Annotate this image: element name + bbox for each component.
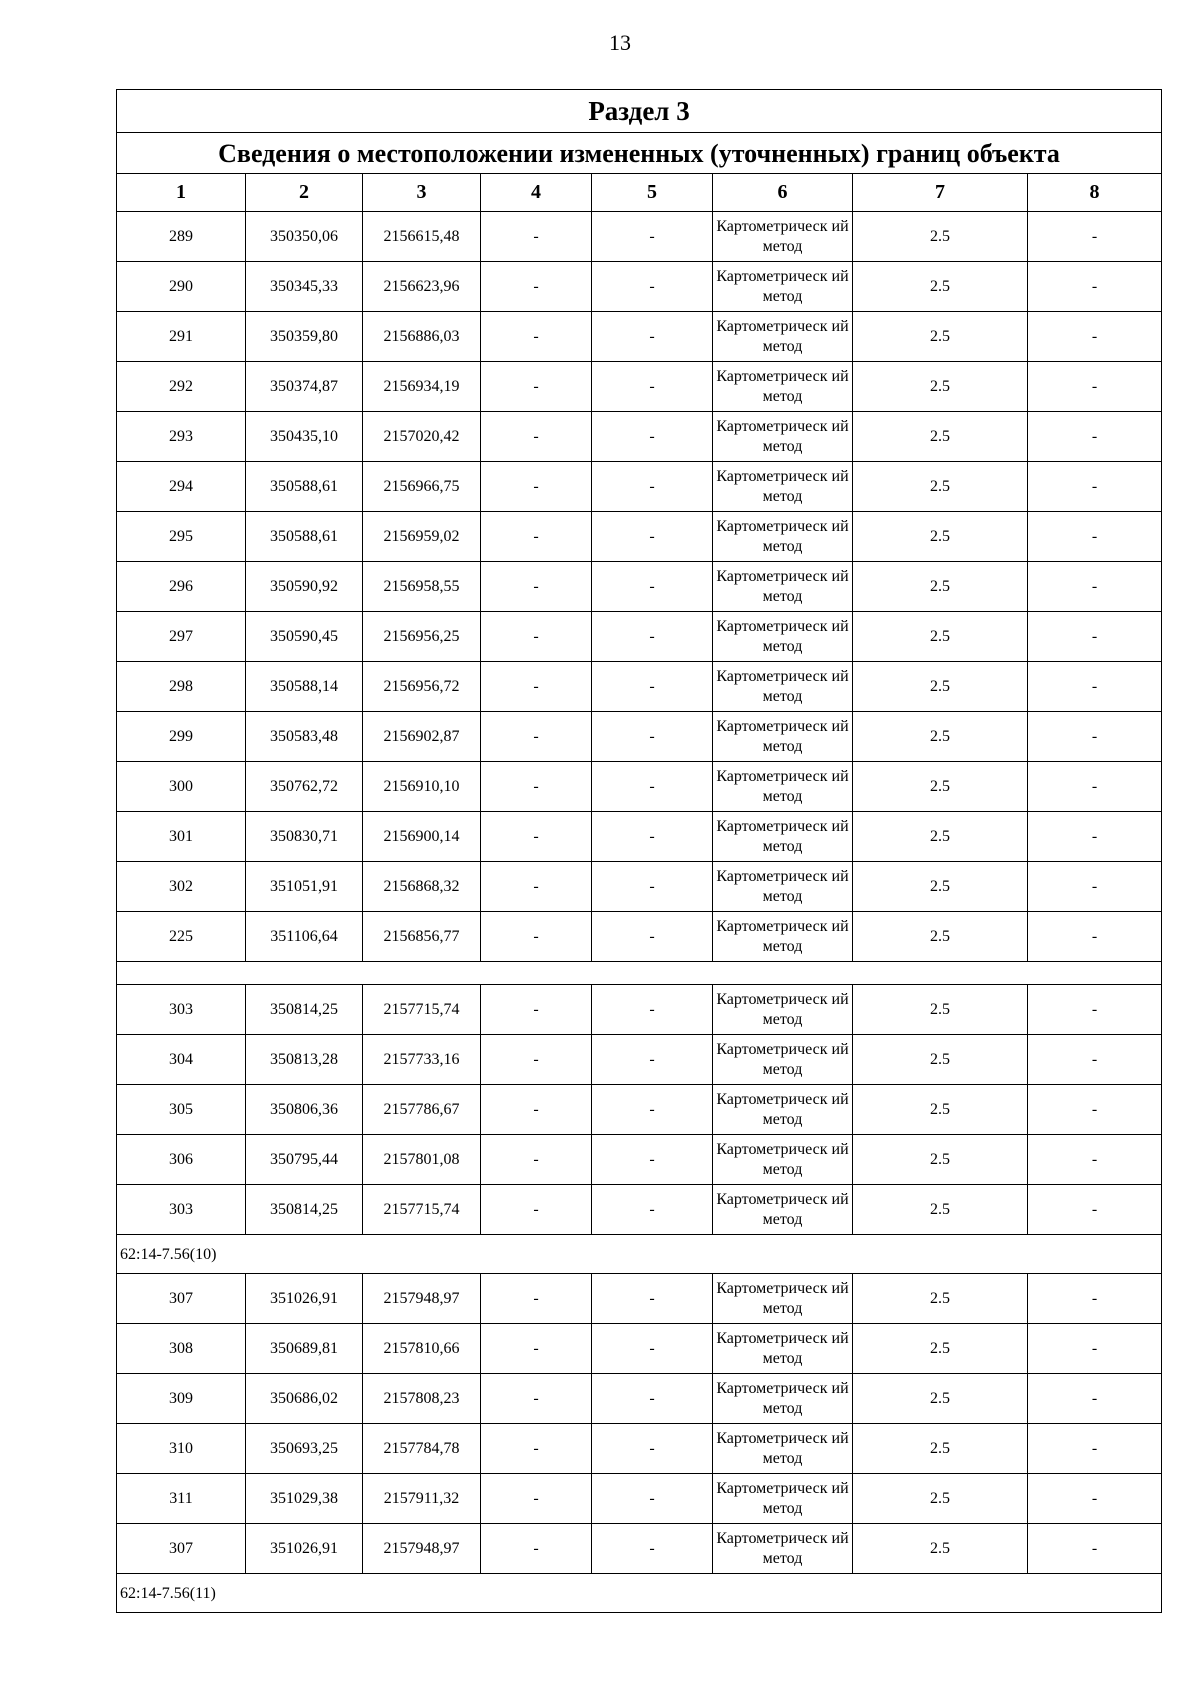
column-number: 5 — [592, 174, 713, 212]
accuracy-cell: 2.5 — [853, 1324, 1028, 1374]
column-8-cell: - — [1028, 1324, 1162, 1374]
accuracy-cell: 2.5 — [853, 562, 1028, 612]
x-coordinate-cell: 351106,64 — [246, 912, 363, 962]
accuracy-cell: 2.5 — [853, 412, 1028, 462]
column-5-cell: - — [592, 1274, 713, 1324]
column-5-cell: - — [592, 912, 713, 962]
table-row — [117, 1085, 1162, 1135]
y-coordinate-cell: 2157948,97 — [363, 1274, 481, 1324]
column-8-cell: - — [1028, 1135, 1162, 1185]
column-4-cell: - — [481, 1524, 592, 1574]
contour-code: 62:14-7.56(11) — [117, 1574, 1162, 1613]
column-number: 6 — [713, 174, 853, 212]
point-number-cell: 300 — [117, 762, 246, 812]
column-5-cell: - — [592, 512, 713, 562]
method-cell: Картометрическ ий метод — [713, 1524, 853, 1574]
table-row — [117, 912, 1162, 962]
point-number-cell: 303 — [117, 1185, 246, 1235]
column-5-cell: - — [592, 812, 713, 862]
point-number-cell: 302 — [117, 862, 246, 912]
method-cell: Картометрическ ий метод — [713, 812, 853, 862]
column-8-cell: - — [1028, 462, 1162, 512]
column-4-cell: - — [481, 762, 592, 812]
table-row — [117, 362, 1162, 412]
column-8-cell: - — [1028, 312, 1162, 362]
column-8-cell: - — [1028, 212, 1162, 262]
accuracy-cell: 2.5 — [853, 912, 1028, 962]
column-8-cell: - — [1028, 1085, 1162, 1135]
table-row — [117, 412, 1162, 462]
column-4-cell: - — [481, 312, 592, 362]
column-8-cell: - — [1028, 1035, 1162, 1085]
y-coordinate-cell: 2157948,97 — [363, 1524, 481, 1574]
point-number-cell: 297 — [117, 612, 246, 662]
accuracy-cell: 2.5 — [853, 1374, 1028, 1424]
point-number-cell: 309 — [117, 1374, 246, 1424]
method-cell: Картометрическ ий метод — [713, 212, 853, 262]
method-cell: Картометрическ ий метод — [713, 1135, 853, 1185]
column-number: 2 — [246, 174, 363, 212]
x-coordinate-cell: 350374,87 — [246, 362, 363, 412]
column-8-cell: - — [1028, 812, 1162, 862]
column-4-cell: - — [481, 1474, 592, 1524]
x-coordinate-cell: 350588,61 — [246, 462, 363, 512]
method-cell: Картометрическ ий метод — [713, 462, 853, 512]
y-coordinate-cell: 2157715,74 — [363, 985, 481, 1035]
column-4-cell: - — [481, 412, 592, 462]
point-number-cell: 298 — [117, 662, 246, 712]
column-5-cell: - — [592, 212, 713, 262]
table-row — [117, 985, 1162, 1035]
table-row — [117, 1324, 1162, 1374]
x-coordinate-cell: 351029,38 — [246, 1474, 363, 1524]
column-5-cell: - — [592, 362, 713, 412]
table-row — [117, 1274, 1162, 1324]
table-row — [117, 612, 1162, 662]
column-5-cell: - — [592, 1185, 713, 1235]
method-cell: Картометрическ ий метод — [713, 1474, 853, 1524]
table-row — [117, 262, 1162, 312]
point-number-cell: 306 — [117, 1135, 246, 1185]
column-4-cell: - — [481, 1085, 592, 1135]
y-coordinate-cell: 2156623,96 — [363, 262, 481, 312]
method-cell: Картометрическ ий метод — [713, 1085, 853, 1135]
column-5-cell: - — [592, 1474, 713, 1524]
method-cell: Картометрическ ий метод — [713, 912, 853, 962]
column-4-cell: - — [481, 612, 592, 662]
point-number-cell: 308 — [117, 1324, 246, 1374]
table-row — [117, 1424, 1162, 1474]
table-row — [117, 1524, 1162, 1574]
method-cell: Картометрическ ий метод — [713, 862, 853, 912]
column-4-cell: - — [481, 1135, 592, 1185]
point-number-cell: 296 — [117, 562, 246, 612]
method-cell: Картометрическ ий метод — [713, 1424, 853, 1474]
accuracy-cell: 2.5 — [853, 985, 1028, 1035]
column-4-cell: - — [481, 985, 592, 1035]
table-row — [117, 1185, 1162, 1235]
y-coordinate-cell: 2156856,77 — [363, 912, 481, 962]
point-number-cell: 305 — [117, 1085, 246, 1135]
column-5-cell: - — [592, 1374, 713, 1424]
accuracy-cell: 2.5 — [853, 1274, 1028, 1324]
y-coordinate-cell: 2156900,14 — [363, 812, 481, 862]
blank-separator — [117, 962, 1162, 985]
column-5-cell: - — [592, 562, 713, 612]
column-8-cell: - — [1028, 1524, 1162, 1574]
table-row — [117, 462, 1162, 512]
table-row — [117, 1035, 1162, 1085]
accuracy-cell: 2.5 — [853, 512, 1028, 562]
column-5-cell: - — [592, 862, 713, 912]
column-8-cell: - — [1028, 712, 1162, 762]
column-8-cell: - — [1028, 862, 1162, 912]
contour-code-row — [117, 1235, 1162, 1274]
y-coordinate-cell: 2157733,16 — [363, 1035, 481, 1085]
point-number-cell: 311 — [117, 1474, 246, 1524]
x-coordinate-cell: 350762,72 — [246, 762, 363, 812]
blank-separator-row — [117, 962, 1162, 985]
point-number-cell: 301 — [117, 812, 246, 862]
section-subtitle: Сведения о местоположении измененных (уточненных) границ объекта — [117, 133, 1162, 174]
accuracy-cell: 2.5 — [853, 212, 1028, 262]
column-5-cell: - — [592, 712, 713, 762]
column-number: 4 — [481, 174, 592, 212]
column-8-cell: - — [1028, 762, 1162, 812]
x-coordinate-cell: 350830,71 — [246, 812, 363, 862]
x-coordinate-cell: 350345,33 — [246, 262, 363, 312]
column-4-cell: - — [481, 1185, 592, 1235]
y-coordinate-cell: 2156959,02 — [363, 512, 481, 562]
method-cell: Картометрическ ий метод — [713, 362, 853, 412]
column-8-cell: - — [1028, 1185, 1162, 1235]
x-coordinate-cell: 350693,25 — [246, 1424, 363, 1474]
column-4-cell: - — [481, 1274, 592, 1324]
x-coordinate-cell: 350795,44 — [246, 1135, 363, 1185]
table-row — [117, 1135, 1162, 1185]
point-number-cell: 304 — [117, 1035, 246, 1085]
accuracy-cell: 2.5 — [853, 662, 1028, 712]
column-4-cell: - — [481, 512, 592, 562]
point-number-cell: 307 — [117, 1274, 246, 1324]
point-number-cell: 299 — [117, 712, 246, 762]
column-8-cell: - — [1028, 362, 1162, 412]
column-8-cell: - — [1028, 985, 1162, 1035]
accuracy-cell: 2.5 — [853, 612, 1028, 662]
method-cell: Картометрическ ий метод — [713, 412, 853, 462]
column-5-cell: - — [592, 462, 713, 512]
column-8-cell: - — [1028, 1274, 1162, 1324]
table-row — [117, 312, 1162, 362]
x-coordinate-cell: 350588,14 — [246, 662, 363, 712]
y-coordinate-cell: 2156934,19 — [363, 362, 481, 412]
accuracy-cell: 2.5 — [853, 362, 1028, 412]
table-row — [117, 1374, 1162, 1424]
point-number-cell: 225 — [117, 912, 246, 962]
column-5-cell: - — [592, 1424, 713, 1474]
table-row — [117, 562, 1162, 612]
method-cell: Картометрическ ий метод — [713, 1185, 853, 1235]
column-4-cell: - — [481, 662, 592, 712]
y-coordinate-cell: 2157801,08 — [363, 1135, 481, 1185]
y-coordinate-cell: 2157784,78 — [363, 1424, 481, 1474]
method-cell: Картометрическ ий метод — [713, 985, 853, 1035]
column-5-cell: - — [592, 985, 713, 1035]
accuracy-cell: 2.5 — [853, 262, 1028, 312]
column-5-cell: - — [592, 762, 713, 812]
column-5-cell: - — [592, 262, 713, 312]
y-coordinate-cell: 2157786,67 — [363, 1085, 481, 1135]
y-coordinate-cell: 2157020,42 — [363, 412, 481, 462]
column-4-cell: - — [481, 812, 592, 862]
column-5-cell: - — [592, 1324, 713, 1374]
method-cell: Картометрическ ий метод — [713, 512, 853, 562]
point-number-cell: 292 — [117, 362, 246, 412]
y-coordinate-cell: 2157715,74 — [363, 1185, 481, 1235]
point-number-cell: 303 — [117, 985, 246, 1035]
y-coordinate-cell: 2156956,72 — [363, 662, 481, 712]
section-subtitle-row — [117, 133, 1162, 174]
method-cell: Картометрическ ий метод — [713, 712, 853, 762]
table-row — [117, 512, 1162, 562]
column-4-cell: - — [481, 562, 592, 612]
y-coordinate-cell: 2156886,03 — [363, 312, 481, 362]
page-number: 13 — [609, 30, 631, 55]
column-5-cell: - — [592, 662, 713, 712]
accuracy-cell: 2.5 — [853, 862, 1028, 912]
column-4-cell: - — [481, 1324, 592, 1374]
method-cell: Картометрическ ий метод — [713, 262, 853, 312]
column-8-cell: - — [1028, 262, 1162, 312]
method-cell: Картометрическ ий метод — [713, 562, 853, 612]
column-number: 1 — [117, 174, 246, 212]
accuracy-cell: 2.5 — [853, 1135, 1028, 1185]
column-5-cell: - — [592, 312, 713, 362]
column-5-cell: - — [592, 1035, 713, 1085]
table-row — [117, 1474, 1162, 1524]
accuracy-cell: 2.5 — [853, 812, 1028, 862]
method-cell: Картометрическ ий метод — [713, 612, 853, 662]
column-4-cell: - — [481, 262, 592, 312]
column-4-cell: - — [481, 212, 592, 262]
y-coordinate-cell: 2156956,25 — [363, 612, 481, 662]
x-coordinate-cell: 350590,92 — [246, 562, 363, 612]
column-4-cell: - — [481, 1374, 592, 1424]
table-row — [117, 862, 1162, 912]
x-coordinate-cell: 350814,25 — [246, 985, 363, 1035]
method-cell: Картометрическ ий метод — [713, 762, 853, 812]
column-4-cell: - — [481, 912, 592, 962]
column-number: 3 — [363, 174, 481, 212]
point-number-cell: 294 — [117, 462, 246, 512]
table-row — [117, 712, 1162, 762]
section-title: Раздел 3 — [117, 90, 1162, 133]
table-row — [117, 662, 1162, 712]
x-coordinate-cell: 350583,48 — [246, 712, 363, 762]
point-number-cell: 310 — [117, 1424, 246, 1474]
table-row — [117, 212, 1162, 262]
column-8-cell: - — [1028, 912, 1162, 962]
x-coordinate-cell: 350689,81 — [246, 1324, 363, 1374]
column-8-cell: - — [1028, 1374, 1162, 1424]
x-coordinate-cell: 351026,91 — [246, 1274, 363, 1324]
point-number-cell: 307 — [117, 1524, 246, 1574]
x-coordinate-cell: 350814,25 — [246, 1185, 363, 1235]
x-coordinate-cell: 350686,02 — [246, 1374, 363, 1424]
y-coordinate-cell: 2157911,32 — [363, 1474, 481, 1524]
y-coordinate-cell: 2156958,55 — [363, 562, 481, 612]
y-coordinate-cell: 2156615,48 — [363, 212, 481, 262]
accuracy-cell: 2.5 — [853, 1474, 1028, 1524]
y-coordinate-cell: 2156910,10 — [363, 762, 481, 812]
y-coordinate-cell: 2156966,75 — [363, 462, 481, 512]
accuracy-cell: 2.5 — [853, 1185, 1028, 1235]
method-cell: Картометрическ ий метод — [713, 1324, 853, 1374]
y-coordinate-cell: 2157810,66 — [363, 1324, 481, 1374]
column-5-cell: - — [592, 412, 713, 462]
column-4-cell: - — [481, 1035, 592, 1085]
column-4-cell: - — [481, 862, 592, 912]
x-coordinate-cell: 351026,91 — [246, 1524, 363, 1574]
point-number-cell: 289 — [117, 212, 246, 262]
point-number-cell: 290 — [117, 262, 246, 312]
column-8-cell: - — [1028, 1424, 1162, 1474]
column-5-cell: - — [592, 1524, 713, 1574]
column-4-cell: - — [481, 462, 592, 512]
x-coordinate-cell: 351051,91 — [246, 862, 363, 912]
column-5-cell: - — [592, 612, 713, 662]
column-4-cell: - — [481, 712, 592, 762]
accuracy-cell: 2.5 — [853, 1424, 1028, 1474]
column-8-cell: - — [1028, 412, 1162, 462]
boundary-table — [116, 89, 1162, 1613]
accuracy-cell: 2.5 — [853, 712, 1028, 762]
x-coordinate-cell: 350359,80 — [246, 312, 363, 362]
y-coordinate-cell: 2157808,23 — [363, 1374, 481, 1424]
accuracy-cell: 2.5 — [853, 1524, 1028, 1574]
accuracy-cell: 2.5 — [853, 312, 1028, 362]
contour-code-row — [117, 1574, 1162, 1613]
point-number-cell: 293 — [117, 412, 246, 462]
x-coordinate-cell: 350806,36 — [246, 1085, 363, 1135]
y-coordinate-cell: 2156902,87 — [363, 712, 481, 762]
x-coordinate-cell: 350435,10 — [246, 412, 363, 462]
x-coordinate-cell: 350590,45 — [246, 612, 363, 662]
column-4-cell: - — [481, 1424, 592, 1474]
column-8-cell: - — [1028, 1474, 1162, 1524]
method-cell: Картометрическ ий метод — [713, 1035, 853, 1085]
x-coordinate-cell: 350813,28 — [246, 1035, 363, 1085]
x-coordinate-cell: 350350,06 — [246, 212, 363, 262]
accuracy-cell: 2.5 — [853, 1035, 1028, 1085]
contour-code: 62:14-7.56(10) — [117, 1235, 1162, 1274]
y-coordinate-cell: 2156868,32 — [363, 862, 481, 912]
column-5-cell: - — [592, 1135, 713, 1185]
section-title-row — [117, 90, 1162, 133]
table-row — [117, 812, 1162, 862]
method-cell: Картометрическ ий метод — [713, 662, 853, 712]
column-number-row — [117, 174, 1162, 212]
column-number: 7 — [853, 174, 1028, 212]
accuracy-cell: 2.5 — [853, 762, 1028, 812]
column-8-cell: - — [1028, 612, 1162, 662]
column-8-cell: - — [1028, 562, 1162, 612]
method-cell: Картометрическ ий метод — [713, 1274, 853, 1324]
method-cell: Картометрическ ий метод — [713, 1374, 853, 1424]
method-cell: Картометрическ ий метод — [713, 312, 853, 362]
point-number-cell: 291 — [117, 312, 246, 362]
table-row — [117, 762, 1162, 812]
column-4-cell: - — [481, 362, 592, 412]
column-number: 8 — [1028, 174, 1162, 212]
column-8-cell: - — [1028, 662, 1162, 712]
x-coordinate-cell: 350588,61 — [246, 512, 363, 562]
accuracy-cell: 2.5 — [853, 462, 1028, 512]
column-8-cell: - — [1028, 512, 1162, 562]
point-number-cell: 295 — [117, 512, 246, 562]
accuracy-cell: 2.5 — [853, 1085, 1028, 1135]
column-5-cell: - — [592, 1085, 713, 1135]
